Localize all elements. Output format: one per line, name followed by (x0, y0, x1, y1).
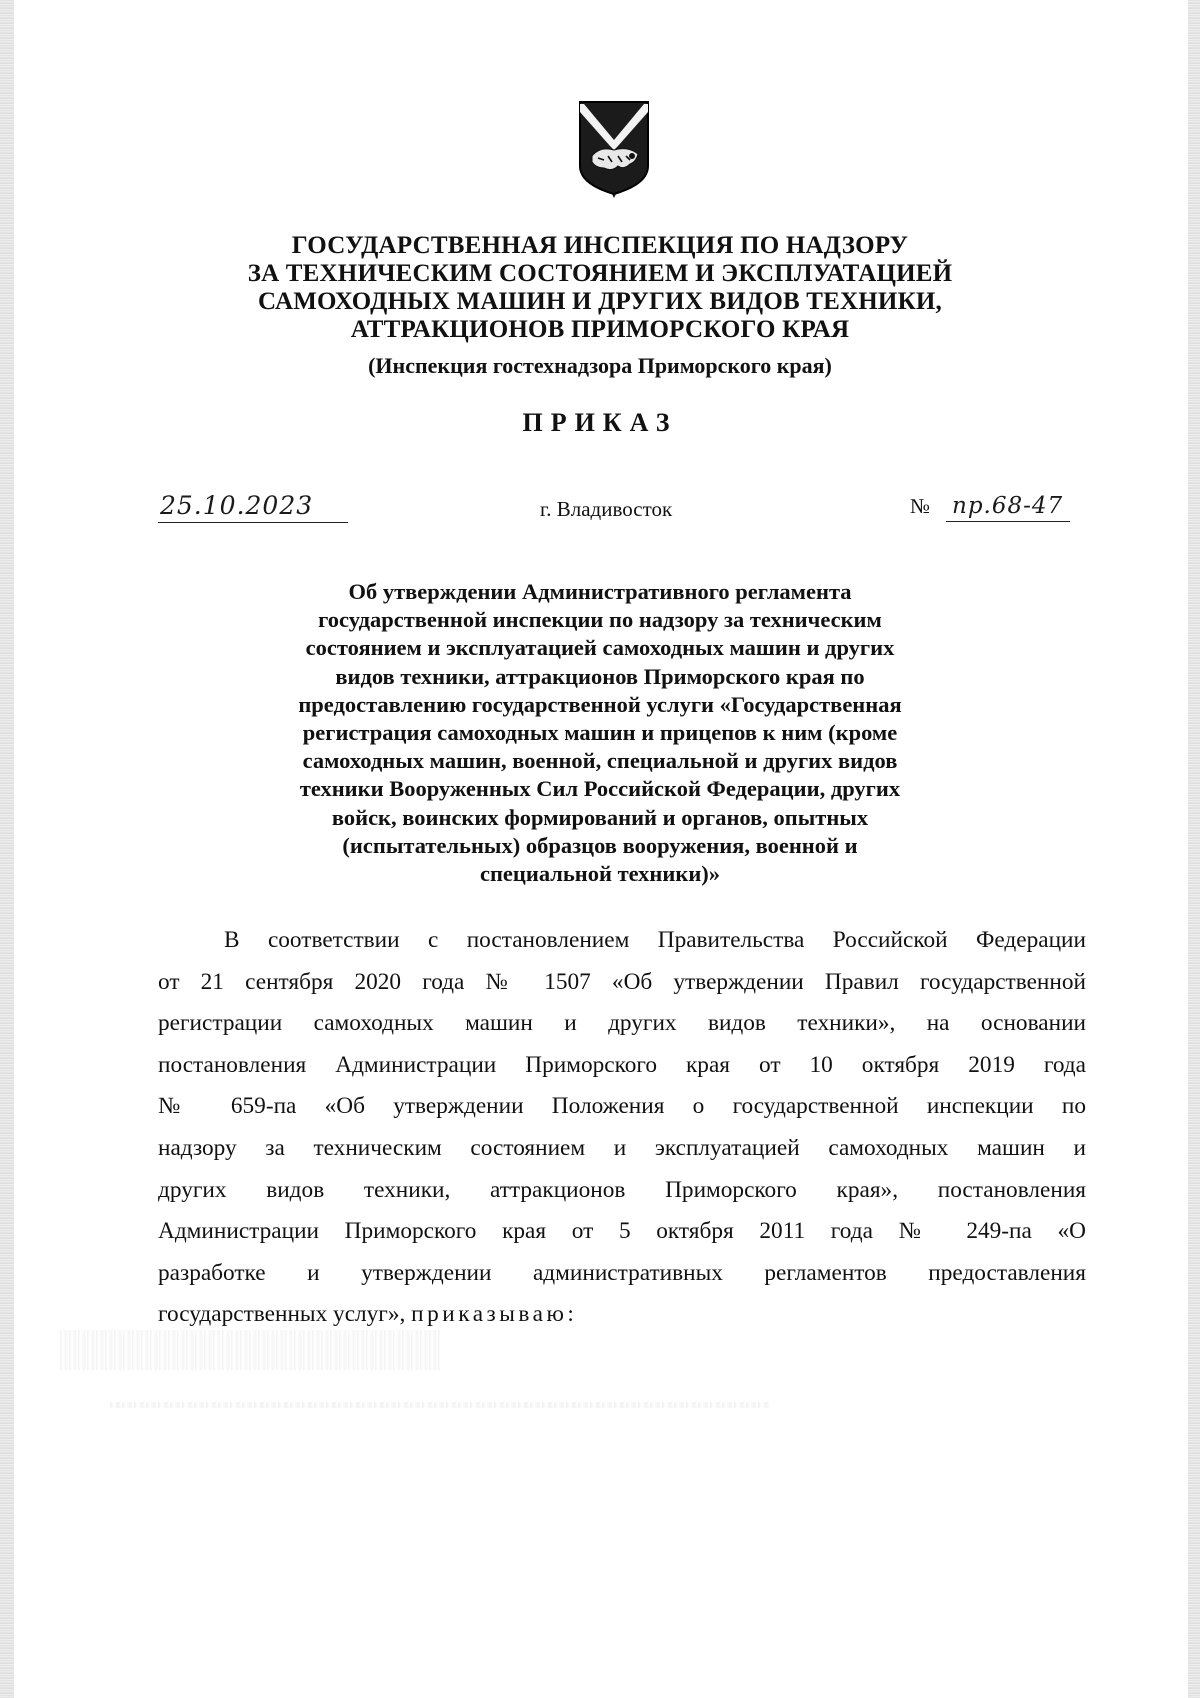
body-line: разработке и утверждении административных регламентов предоставления (158, 1259, 1086, 1286)
order-number-field (910, 492, 1070, 522)
scan-artifact (60, 1330, 440, 1370)
body-line: от 21 сентября 2020 года № 1507 «Об утверждении Правил государственной (158, 968, 1086, 995)
body-line: № 659-па «Об утверждении Положения о государственной инспекции по (158, 1093, 1086, 1120)
subject-line: предоставлению государственной услуги «Государственная (298, 691, 902, 717)
organization-name-line: САМОХОДНЫХ МАШИН И ДРУГИХ ВИДОВ ТЕХНИКИ, (257, 288, 943, 315)
order-number-underline (946, 491, 1070, 522)
subject-line: видов техники, аттракционов Приморского края по (335, 663, 865, 689)
document-subject (240, 578, 960, 888)
subject-line: (испытательных) образцов вооружения, военной и (342, 832, 858, 858)
scan-edge-left (0, 0, 14, 1698)
body-line: В соответствии с постановлением Правительства Российской Федерации (224, 927, 1086, 953)
organization-short-name: (Инспекция гостехнадзора Приморского края) (368, 353, 832, 378)
coat-of-arms-emblem (578, 100, 650, 198)
scan-artifact (110, 1402, 770, 1408)
body-line: регистрации самоходных машин и других видов техники», на основании (158, 1010, 1086, 1037)
subject-line: войск, воинских формирований и органов, опытных (331, 804, 869, 830)
subject-line: государственной инспекции по надзору за техническим (318, 607, 882, 633)
body-line: надзору за техническим состоянием и эксплуатацией самоходных машин и (158, 1134, 1086, 1161)
subject-line: самоходных машин, военной, специальной и других видов (302, 748, 898, 774)
order-directive-word: приказываю: (411, 1301, 578, 1328)
subject-line: специальной техники)» (479, 861, 721, 887)
body-line: Администрации Приморского края от 5 октября 2011 года № 249-па «О (158, 1218, 1086, 1245)
organization-name-line: АТТРАКЦИОНОВ ПРИМОРСКОГО КРАЯ (350, 316, 850, 343)
subject-line: Об утверждении Административного регламента (348, 579, 852, 604)
body-line-prefix: государственных услуг», (158, 1301, 412, 1328)
document-type-title: ПРИКАЗ (522, 408, 678, 437)
subject-line: состоянием и эксплуатацией самоходных машин и других (305, 635, 895, 661)
city-label: г. Владивосток (540, 497, 673, 521)
body-line: постановления Администрации Приморского края от 10 октября 2019 года (158, 1051, 1086, 1078)
organization-name-line: ГОСУДАРСТВЕННАЯ ИНСПЕКЦИЯ ПО НАДЗОРУ (291, 232, 909, 259)
date-handwritten: 25.10.2023 (160, 491, 314, 520)
organization-name-line: ЗА ТЕХНИЧЕСКИМ СОСТОЯНИЕМ И ЭКСПЛУАТАЦИЕЙ (247, 260, 953, 287)
order-number-handwritten: пр.68-47 (952, 493, 1064, 519)
subject-line: техники Вооруженных Сил Российской Федерации, других (299, 776, 901, 802)
organization-name (200, 232, 1000, 344)
date-field (158, 492, 348, 523)
subject-line: регистрация самоходных машин и прицепов к ним (кроме (302, 720, 898, 746)
body-line: других видов техники, аттракционов Приморского края», постановления (158, 1176, 1086, 1203)
scan-edge-right (1188, 0, 1200, 1698)
number-sign: № (910, 494, 931, 518)
body-line (158, 1294, 1086, 1336)
document-body-paragraph (158, 920, 1086, 1336)
